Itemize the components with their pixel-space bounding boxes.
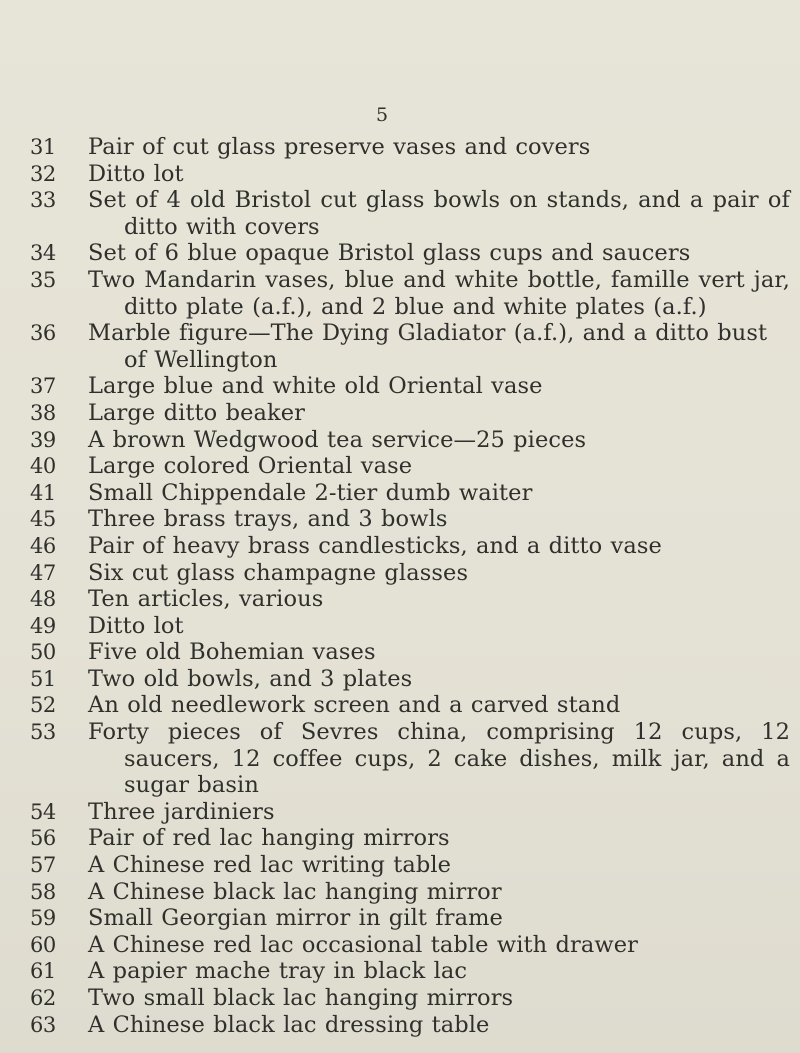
lot-number: 37 bbox=[30, 374, 56, 399]
lot-number: 61 bbox=[30, 959, 56, 984]
lot-number: 32 bbox=[30, 161, 56, 186]
lot-description: A Chinese black lac hanging mirror bbox=[88, 878, 502, 905]
lot-item bbox=[30, 400, 790, 427]
lot-description: Forty pieces of Sevres china, comprising 12 cups, 12 saucers, 12 coffee cups, 2 cake dishes, milk jar, and a sugar basin bbox=[88, 719, 790, 799]
lot-description: Pair of cut glass preserve vases and covers bbox=[88, 134, 591, 160]
lot-description: A papier mache tray in black lac bbox=[88, 958, 468, 985]
lot-number: 51 bbox=[30, 666, 56, 691]
lot-number: 52 bbox=[30, 693, 56, 718]
lot-description: A Chinese red lac occasional table with drawer bbox=[88, 931, 638, 958]
lot-description: Large colored Oriental vase bbox=[88, 453, 413, 480]
lot-number: 56 bbox=[30, 826, 56, 851]
lot-item bbox=[30, 852, 790, 879]
lot-description: Six cut glass champagne glasses bbox=[88, 559, 469, 586]
lot-item bbox=[30, 1012, 790, 1039]
lot-item bbox=[30, 932, 790, 959]
lot-item bbox=[30, 985, 790, 1012]
lot-item bbox=[30, 134, 790, 161]
lot-description: Ten articles, various bbox=[88, 586, 324, 613]
lot-item bbox=[30, 905, 790, 932]
lot-description: Pair of red lac hanging mirrors bbox=[88, 825, 450, 852]
lot-item bbox=[30, 320, 790, 373]
lot-item bbox=[30, 666, 790, 693]
lot-number: 63 bbox=[30, 1012, 56, 1037]
lot-item bbox=[30, 692, 790, 719]
lot-item bbox=[30, 560, 790, 587]
lot-item bbox=[30, 187, 790, 240]
lot-description: Three brass trays, and 3 bowls bbox=[88, 506, 448, 533]
lot-description: An old needlework screen and a carved stand bbox=[88, 692, 621, 719]
lot-item bbox=[30, 240, 790, 267]
lot-number: 54 bbox=[30, 799, 56, 824]
lot-description: Set of 4 old Bristol cut glass bowls on stands, and a pair of ditto with covers bbox=[88, 187, 790, 240]
lot-item bbox=[30, 613, 790, 640]
lot-description: Small Georgian mirror in gilt frame bbox=[88, 905, 503, 932]
lot-description: Set of 6 blue opaque Bristol glass cups and saucers bbox=[88, 240, 691, 267]
lot-description: Large ditto beaker bbox=[88, 399, 306, 426]
lot-number: 53 bbox=[30, 720, 56, 745]
lot-item bbox=[30, 958, 790, 985]
lot-number: 62 bbox=[30, 986, 56, 1010]
lot-number: 60 bbox=[30, 932, 56, 957]
lot-number: 36 bbox=[30, 321, 56, 346]
lot-list bbox=[30, 134, 790, 1038]
lot-description: Pair of heavy brass candlesticks, and a ditto vase bbox=[88, 532, 662, 559]
lot-item bbox=[30, 427, 790, 454]
lot-number: 41 bbox=[30, 480, 56, 505]
lot-description: A brown Wedgwood tea service—25 pieces bbox=[88, 426, 587, 453]
lot-description: Small Chippendale 2-tier dumb waiter bbox=[88, 479, 533, 506]
lot-number: 49 bbox=[30, 613, 56, 638]
lot-number: 33 bbox=[30, 188, 56, 213]
lot-item bbox=[30, 373, 790, 400]
lot-description: Ditto lot bbox=[88, 612, 184, 639]
lot-number: 46 bbox=[30, 533, 56, 558]
lot-number: 48 bbox=[30, 587, 56, 612]
lot-number: 39 bbox=[30, 427, 56, 452]
lot-number: 57 bbox=[30, 853, 56, 878]
lot-description: Two small black lac hanging mirrors bbox=[88, 985, 514, 1011]
lot-number: 50 bbox=[30, 640, 56, 665]
lot-item bbox=[30, 161, 790, 188]
lot-number: 31 bbox=[30, 135, 56, 159]
lot-item bbox=[30, 480, 790, 507]
lot-item bbox=[30, 825, 790, 852]
lot-description: Marble figure—The Dying Gladiator (a.f.), and a ditto bust of Wellington bbox=[88, 320, 768, 373]
lot-item bbox=[30, 586, 790, 613]
lot-item bbox=[30, 267, 790, 320]
lot-number: 38 bbox=[30, 400, 56, 425]
lot-number: 59 bbox=[30, 906, 56, 931]
lot-item bbox=[30, 639, 790, 666]
page-number: 5 bbox=[375, 104, 389, 126]
lot-number: 47 bbox=[30, 560, 56, 585]
lot-description: Large blue and white old Oriental vase bbox=[88, 373, 543, 400]
lot-item bbox=[30, 453, 790, 480]
lot-item bbox=[30, 879, 790, 906]
lot-description: Two old bowls, and 3 plates bbox=[88, 665, 413, 692]
lot-item bbox=[30, 799, 790, 826]
lot-description: Three jardiniers bbox=[88, 798, 275, 825]
lot-number: 40 bbox=[30, 454, 56, 479]
lot-number: 35 bbox=[30, 267, 56, 292]
lot-description: A Chinese red lac writing table bbox=[88, 852, 452, 879]
lot-number: 58 bbox=[30, 879, 56, 904]
lot-item bbox=[30, 719, 790, 799]
lot-number: 45 bbox=[30, 507, 56, 532]
lot-item bbox=[30, 506, 790, 533]
lot-number: 34 bbox=[30, 241, 56, 266]
lot-description: Ditto lot bbox=[88, 160, 184, 187]
lot-description: Two Mandarin vases, blue and white bottle, famille vert jar, ditto plate (a.f.), and 2 blue and white plates (a.f.) bbox=[88, 266, 790, 320]
lot-item bbox=[30, 533, 790, 560]
lot-description: Five old Bohemian vases bbox=[88, 639, 376, 666]
lot-description: A Chinese black lac dressing table bbox=[88, 1011, 490, 1038]
